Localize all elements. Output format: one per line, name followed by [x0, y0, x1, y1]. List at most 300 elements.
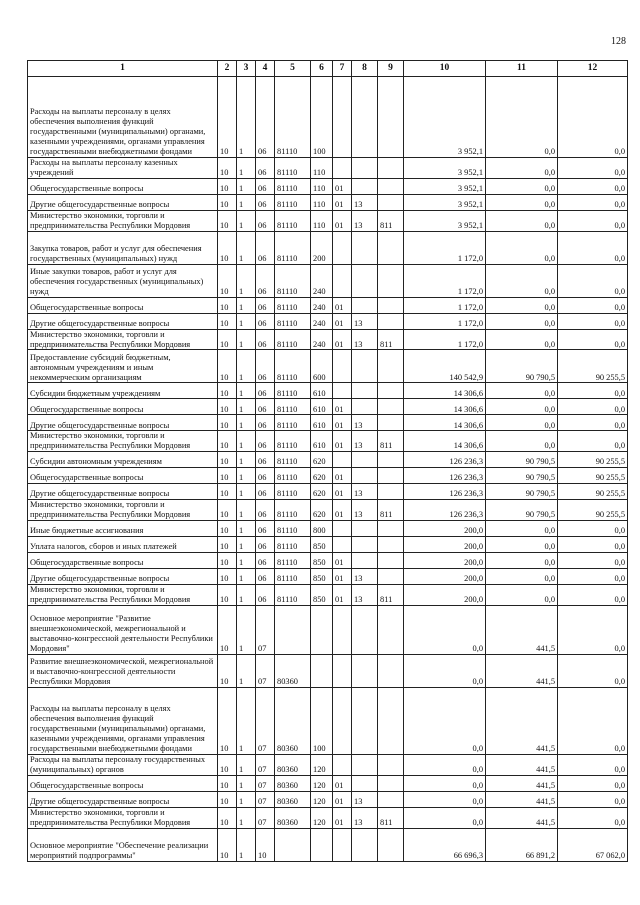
cell-col-2: 10: [218, 264, 237, 297]
cell-col-9: 811: [378, 807, 404, 828]
cell-col-11: 441,5: [486, 687, 558, 754]
row-description: Министерство экономики, торговли и предпринимательства Республики Мордовия: [28, 500, 218, 521]
cell-col-7: 01: [333, 807, 352, 828]
cell-col-7: 01: [333, 585, 352, 606]
table-row: [28, 178, 628, 194]
cell-col-3: 1: [237, 754, 256, 775]
cell-col-11: 0,0: [486, 178, 558, 194]
cell-col-6: 610: [311, 399, 333, 415]
cell-col-10: 1 172,0: [404, 231, 486, 264]
cell-col-8: 13: [352, 791, 378, 807]
cell-col-9: [378, 399, 404, 415]
row-description: Уплата налогов, сборов и иных платежей: [28, 537, 218, 553]
cell-col-5: 81110: [275, 297, 311, 313]
cell-col-11: 0,0: [486, 194, 558, 210]
table-header-row: [28, 61, 628, 77]
cell-col-9: [378, 754, 404, 775]
cell-col-5: 81110: [275, 484, 311, 500]
cell-col-5: 80360: [275, 775, 311, 791]
cell-col-2: 10: [218, 828, 237, 861]
cell-col-2: 10: [218, 553, 237, 569]
cell-col-7: 01: [333, 468, 352, 484]
cell-col-9: [378, 521, 404, 537]
cell-col-7: 01: [333, 500, 352, 521]
cell-col-2: 10: [218, 350, 237, 383]
cell-col-6: [311, 828, 333, 861]
cell-col-12: 0,0: [558, 264, 628, 297]
table-row: [28, 754, 628, 775]
cell-col-6: 620: [311, 468, 333, 484]
cell-col-8: [352, 350, 378, 383]
cell-col-6: 850: [311, 569, 333, 585]
cell-col-9: [378, 605, 404, 654]
cell-col-8: [352, 468, 378, 484]
cell-col-12: 0,0: [558, 194, 628, 210]
cell-col-8: [352, 452, 378, 468]
cell-col-3: 1: [237, 828, 256, 861]
cell-col-4: 07: [256, 605, 275, 654]
cell-col-7: 01: [333, 178, 352, 194]
cell-col-11: 441,5: [486, 775, 558, 791]
row-description: Субсидии бюджетным учреждениям: [28, 383, 218, 399]
cell-col-8: [352, 178, 378, 194]
cell-col-8: 13: [352, 585, 378, 606]
table-row: [28, 791, 628, 807]
table-row: [28, 569, 628, 585]
cell-col-6: 110: [311, 194, 333, 210]
cell-col-9: [378, 791, 404, 807]
cell-col-12: 0,0: [558, 807, 628, 828]
table-row: [28, 468, 628, 484]
cell-col-9: 811: [378, 431, 404, 452]
cell-col-3: 1: [237, 431, 256, 452]
cell-col-8: 13: [352, 569, 378, 585]
cell-col-7: [333, 828, 352, 861]
cell-col-8: [352, 521, 378, 537]
row-description: Министерство экономики, торговли и предпринимательства Республики Мордовия: [28, 807, 218, 828]
cell-col-5: 81110: [275, 468, 311, 484]
cell-col-11: 0,0: [486, 431, 558, 452]
cell-col-2: 10: [218, 484, 237, 500]
cell-col-5: 81110: [275, 313, 311, 329]
cell-col-3: 1: [237, 537, 256, 553]
cell-col-6: 200: [311, 231, 333, 264]
cell-col-12: 0,0: [558, 158, 628, 179]
cell-col-3: 1: [237, 399, 256, 415]
cell-col-11: 0,0: [486, 569, 558, 585]
cell-col-6: 240: [311, 297, 333, 313]
cell-col-5: 81110: [275, 264, 311, 297]
cell-col-10: 14 306,6: [404, 383, 486, 399]
cell-col-5: 81110: [275, 210, 311, 231]
cell-col-5: 81110: [275, 585, 311, 606]
cell-col-10: 0,0: [404, 654, 486, 687]
cell-col-2: 10: [218, 605, 237, 654]
row-description: Другие общегосударственные вопросы: [28, 484, 218, 500]
cell-col-3: 1: [237, 77, 256, 158]
row-description: Расходы на выплаты персоналу государственных (муниципальных) органов: [28, 754, 218, 775]
table-row: [28, 537, 628, 553]
cell-col-10: 200,0: [404, 521, 486, 537]
cell-col-9: [378, 484, 404, 500]
cell-col-7: 01: [333, 569, 352, 585]
cell-col-5: 81110: [275, 194, 311, 210]
cell-col-4: 06: [256, 383, 275, 399]
cell-col-9: [378, 231, 404, 264]
cell-col-11: 0,0: [486, 553, 558, 569]
cell-col-4: 06: [256, 77, 275, 158]
cell-col-2: 10: [218, 431, 237, 452]
row-description: Общегосударственные вопросы: [28, 399, 218, 415]
cell-col-2: 10: [218, 500, 237, 521]
cell-col-3: 1: [237, 415, 256, 431]
cell-col-12: 0,0: [558, 178, 628, 194]
cell-col-9: [378, 537, 404, 553]
row-description: Закупка товаров, работ и услуг для обеспечения государственных (муниципальных) нужд: [28, 231, 218, 264]
table-row: [28, 654, 628, 687]
cell-col-3: 1: [237, 807, 256, 828]
cell-col-9: [378, 158, 404, 179]
table-row: [28, 775, 628, 791]
cell-col-8: [352, 553, 378, 569]
cell-col-10: 3 952,1: [404, 178, 486, 194]
cell-col-12: 90 255,5: [558, 500, 628, 521]
cell-col-3: 1: [237, 231, 256, 264]
cell-col-12: 0,0: [558, 521, 628, 537]
table-row: [28, 329, 628, 350]
table-row: [28, 264, 628, 297]
cell-col-5: 81110: [275, 500, 311, 521]
cell-col-6: 610: [311, 431, 333, 452]
cell-col-5: 80360: [275, 807, 311, 828]
cell-col-8: [352, 687, 378, 754]
cell-col-9: [378, 350, 404, 383]
table-row: [28, 297, 628, 313]
cell-col-3: 1: [237, 687, 256, 754]
cell-col-7: [333, 264, 352, 297]
table-row: [28, 399, 628, 415]
cell-col-8: [352, 654, 378, 687]
cell-col-8: [352, 828, 378, 861]
cell-col-2: 10: [218, 415, 237, 431]
cell-col-2: 10: [218, 521, 237, 537]
cell-col-10: 126 236,3: [404, 500, 486, 521]
cell-col-6: 100: [311, 687, 333, 754]
cell-col-4: 06: [256, 468, 275, 484]
row-description: Другие общегосударственные вопросы: [28, 194, 218, 210]
cell-col-8: 13: [352, 329, 378, 350]
cell-col-10: 126 236,3: [404, 452, 486, 468]
row-description: Развитие внешнеэкономической, межрегиональной и выставочно-конгрессной деятельности Республики Мордовия: [28, 654, 218, 687]
row-description: Министерство экономики, торговли и предпринимательства Республики Мордовия: [28, 329, 218, 350]
cell-col-4: 06: [256, 350, 275, 383]
cell-col-3: 1: [237, 264, 256, 297]
cell-col-9: [378, 313, 404, 329]
cell-col-8: [352, 383, 378, 399]
table-body: [28, 77, 628, 862]
cell-col-12: 90 255,5: [558, 468, 628, 484]
row-description: Министерство экономики, торговли и предпринимательства Республики Мордовия: [28, 210, 218, 231]
cell-col-3: 1: [237, 654, 256, 687]
cell-col-2: 10: [218, 754, 237, 775]
cell-col-6: 610: [311, 415, 333, 431]
cell-col-9: 811: [378, 210, 404, 231]
row-description: Другие общегосударственные вопросы: [28, 791, 218, 807]
column-header-2: 2: [218, 61, 237, 77]
cell-col-11: 441,5: [486, 654, 558, 687]
cell-col-9: [378, 828, 404, 861]
cell-col-9: 811: [378, 585, 404, 606]
cell-col-5: 81110: [275, 77, 311, 158]
row-description: Расходы на выплаты персоналу казенных учреждений: [28, 158, 218, 179]
cell-col-4: 06: [256, 553, 275, 569]
cell-col-11: 90 790,5: [486, 484, 558, 500]
cell-col-12: 0,0: [558, 553, 628, 569]
cell-col-4: 06: [256, 313, 275, 329]
cell-col-7: [333, 537, 352, 553]
cell-col-2: 10: [218, 210, 237, 231]
cell-col-5: 81110: [275, 231, 311, 264]
table-row: [28, 687, 628, 754]
cell-col-11: 0,0: [486, 415, 558, 431]
row-description: Расходы на выплаты персоналу в целях обеспечения выполнения функций государственными (муниципальными) органами, казенными учреждениями, органами управления государственными внебюджетными фондами: [28, 77, 218, 158]
cell-col-7: 01: [333, 553, 352, 569]
cell-col-6: 110: [311, 210, 333, 231]
cell-col-2: 10: [218, 687, 237, 754]
cell-col-3: 1: [237, 569, 256, 585]
row-description: Министерство экономики, торговли и предпринимательства Республики Мордовия: [28, 431, 218, 452]
cell-col-7: 01: [333, 791, 352, 807]
table-row: [28, 231, 628, 264]
cell-col-4: 07: [256, 687, 275, 754]
cell-col-2: 10: [218, 297, 237, 313]
cell-col-2: 10: [218, 775, 237, 791]
cell-col-6: 120: [311, 775, 333, 791]
cell-col-2: 10: [218, 537, 237, 553]
cell-col-2: 10: [218, 77, 237, 158]
cell-col-10: 200,0: [404, 585, 486, 606]
cell-col-2: 10: [218, 383, 237, 399]
cell-col-5: 80360: [275, 754, 311, 775]
cell-col-7: 01: [333, 329, 352, 350]
cell-col-7: [333, 350, 352, 383]
row-description: Расходы на выплаты персоналу в целях обеспечения выполнения функций государственными (муниципальными) органами, казенными учреждениями, органами управления государственными внебюджетными фондами: [28, 687, 218, 754]
cell-col-10: 1 172,0: [404, 329, 486, 350]
cell-col-2: 10: [218, 468, 237, 484]
cell-col-6: 120: [311, 754, 333, 775]
cell-col-11: 90 790,5: [486, 452, 558, 468]
cell-col-6: 800: [311, 521, 333, 537]
cell-col-12: 0,0: [558, 775, 628, 791]
cell-col-11: 441,5: [486, 791, 558, 807]
table-row: [28, 452, 628, 468]
cell-col-8: 13: [352, 431, 378, 452]
cell-col-12: 0,0: [558, 585, 628, 606]
cell-col-12: 0,0: [558, 399, 628, 415]
cell-col-12: 0,0: [558, 754, 628, 775]
cell-col-6: 610: [311, 383, 333, 399]
cell-col-8: [352, 537, 378, 553]
cell-col-5: 81110: [275, 431, 311, 452]
cell-col-9: 811: [378, 500, 404, 521]
cell-col-11: 0,0: [486, 537, 558, 553]
cell-col-3: 1: [237, 791, 256, 807]
cell-col-3: 1: [237, 313, 256, 329]
cell-col-5: 81110: [275, 452, 311, 468]
cell-col-3: 1: [237, 194, 256, 210]
cell-col-7: 01: [333, 775, 352, 791]
cell-col-3: 1: [237, 585, 256, 606]
cell-col-8: [352, 77, 378, 158]
row-description: Другие общегосударственные вопросы: [28, 313, 218, 329]
cell-col-3: 1: [237, 158, 256, 179]
cell-col-11: 0,0: [486, 585, 558, 606]
cell-col-5: [275, 605, 311, 654]
table-row: [28, 431, 628, 452]
cell-col-11: 0,0: [486, 158, 558, 179]
cell-col-9: [378, 687, 404, 754]
table-row: [28, 553, 628, 569]
cell-col-3: 1: [237, 383, 256, 399]
cell-col-8: [352, 754, 378, 775]
cell-col-8: [352, 775, 378, 791]
cell-col-11: 0,0: [486, 231, 558, 264]
cell-col-8: 13: [352, 807, 378, 828]
cell-col-4: 06: [256, 569, 275, 585]
cell-col-4: 06: [256, 264, 275, 297]
cell-col-11: 441,5: [486, 754, 558, 775]
cell-col-10: 14 306,6: [404, 415, 486, 431]
cell-col-4: 06: [256, 521, 275, 537]
cell-col-5: [275, 828, 311, 861]
cell-col-8: 13: [352, 500, 378, 521]
cell-col-3: 1: [237, 178, 256, 194]
cell-col-9: [378, 264, 404, 297]
cell-col-12: 0,0: [558, 383, 628, 399]
cell-col-10: 0,0: [404, 791, 486, 807]
cell-col-6: 240: [311, 329, 333, 350]
cell-col-8: [352, 231, 378, 264]
cell-col-2: 10: [218, 158, 237, 179]
cell-col-4: 07: [256, 654, 275, 687]
cell-col-6: 600: [311, 350, 333, 383]
cell-col-9: [378, 77, 404, 158]
table-row: [28, 210, 628, 231]
column-header-5: 5: [275, 61, 311, 77]
table-row: [28, 158, 628, 179]
cell-col-4: 07: [256, 754, 275, 775]
cell-col-9: [378, 569, 404, 585]
cell-col-10: 3 952,1: [404, 77, 486, 158]
cell-col-4: 06: [256, 452, 275, 468]
cell-col-8: 13: [352, 194, 378, 210]
cell-col-10: 200,0: [404, 537, 486, 553]
cell-col-2: 10: [218, 585, 237, 606]
cell-col-2: 10: [218, 313, 237, 329]
cell-col-7: [333, 521, 352, 537]
cell-col-6: 850: [311, 585, 333, 606]
cell-col-10: 66 696,3: [404, 828, 486, 861]
cell-col-6: 120: [311, 791, 333, 807]
row-description: Предоставление субсидий бюджетным, автономным учреждениям и иным некоммерческим организациям: [28, 350, 218, 383]
cell-col-3: 1: [237, 452, 256, 468]
table-row: [28, 484, 628, 500]
cell-col-9: [378, 194, 404, 210]
cell-col-11: 0,0: [486, 399, 558, 415]
cell-col-6: 620: [311, 500, 333, 521]
cell-col-2: 10: [218, 452, 237, 468]
table-row: [28, 383, 628, 399]
cell-col-3: 1: [237, 775, 256, 791]
cell-col-2: 10: [218, 231, 237, 264]
cell-col-5: 81110: [275, 521, 311, 537]
table-row: [28, 828, 628, 861]
cell-col-7: [333, 687, 352, 754]
cell-col-6: 120: [311, 807, 333, 828]
cell-col-2: 10: [218, 654, 237, 687]
budget-table: [27, 60, 628, 862]
cell-col-12: 0,0: [558, 231, 628, 264]
cell-col-11: 0,0: [486, 210, 558, 231]
column-header-7: 7: [333, 61, 352, 77]
cell-col-5: 81110: [275, 399, 311, 415]
table-row: [28, 350, 628, 383]
cell-col-6: 110: [311, 158, 333, 179]
cell-col-2: 10: [218, 194, 237, 210]
column-header-1: 1: [28, 61, 218, 77]
cell-col-3: 1: [237, 553, 256, 569]
cell-col-11: 0,0: [486, 77, 558, 158]
cell-col-7: [333, 231, 352, 264]
cell-col-10: 0,0: [404, 754, 486, 775]
cell-col-4: 07: [256, 791, 275, 807]
cell-col-12: 0,0: [558, 415, 628, 431]
cell-col-12: 0,0: [558, 687, 628, 754]
cell-col-10: 126 236,3: [404, 484, 486, 500]
cell-col-8: [352, 605, 378, 654]
cell-col-6: 620: [311, 452, 333, 468]
row-description: Иные бюджетные ассигнования: [28, 521, 218, 537]
table-row: [28, 585, 628, 606]
cell-col-7: 01: [333, 399, 352, 415]
row-description: Иные закупки товаров, работ и услуг для обеспечения государственных (муниципальных) нужд: [28, 264, 218, 297]
cell-col-10: 3 952,1: [404, 194, 486, 210]
cell-col-4: 06: [256, 585, 275, 606]
cell-col-6: [311, 654, 333, 687]
cell-col-10: 1 172,0: [404, 264, 486, 297]
row-description: Основное мероприятие "Развитие внешнеэкономической, межрегиональной и выставочно-конгрессной деятельности Республики Мордовия": [28, 605, 218, 654]
cell-col-7: 01: [333, 484, 352, 500]
cell-col-2: 10: [218, 178, 237, 194]
cell-col-5: 81110: [275, 329, 311, 350]
cell-col-11: 66 891,2: [486, 828, 558, 861]
cell-col-12: 0,0: [558, 210, 628, 231]
cell-col-7: 01: [333, 210, 352, 231]
cell-col-10: 14 306,6: [404, 399, 486, 415]
row-description: Основное мероприятие "Обеспечение реализации мероприятий подпрограммы": [28, 828, 218, 861]
cell-col-4: 06: [256, 231, 275, 264]
cell-col-10: 140 542,9: [404, 350, 486, 383]
cell-col-10: 14 306,6: [404, 431, 486, 452]
cell-col-4: 10: [256, 828, 275, 861]
cell-col-12: 90 255,5: [558, 484, 628, 500]
cell-col-11: 0,0: [486, 329, 558, 350]
cell-col-11: 441,5: [486, 605, 558, 654]
table-row: [28, 605, 628, 654]
cell-col-5: 80360: [275, 687, 311, 754]
column-header-6: 6: [311, 61, 333, 77]
cell-col-11: 441,5: [486, 807, 558, 828]
